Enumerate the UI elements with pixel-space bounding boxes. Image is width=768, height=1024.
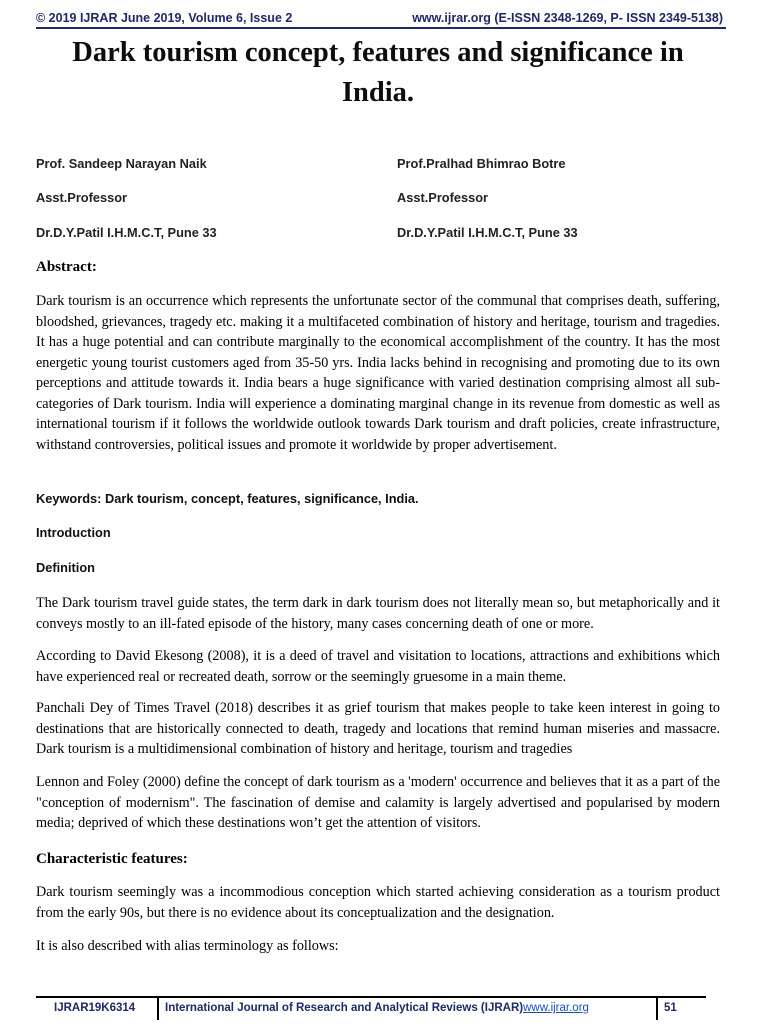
header-issn[interactable]: www.ijrar.org (E-ISSN 2348-1269, P- ISSN 2349-5138) [412, 11, 723, 25]
author-1-position: Asst.Professor [36, 190, 128, 205]
header-rule [36, 27, 726, 29]
footer-paper-id: IJRAR19K6314 [54, 1002, 136, 1014]
author-2-position: Asst.Professor [397, 190, 489, 205]
author-1-affiliation: Dr.D.Y.Patil I.H.M.C.T, Pune 33 [36, 225, 217, 240]
footer-link[interactable]: www.ijrar.org [523, 1002, 589, 1014]
author-2-affiliation: Dr.D.Y.Patil I.H.M.C.T, Pune 33 [397, 225, 578, 240]
author-2-name: Prof.Pralhad Bhimrao Botre [397, 156, 566, 171]
definition-paragraph-2: According to David Ekesong (2008), it is a deed of travel and visitation to locations, attractions and exhibitions which have experienced real or recreated death, sorrow or the seemingly gruesome in a main theme. [36, 648, 720, 685]
author-1-name: Prof. Sandeep Narayan Naik [36, 156, 207, 171]
abstract-heading: Abstract: [36, 259, 97, 275]
characteristic-heading: Characteristic features: [36, 851, 188, 867]
abstract-text: Dark tourism is an occurrence which represents the unfortunate sector of the communal that comprises death, suffering, bloodshed, grievances, tragedy etc. making it a multifaceted combination of history and heritage, tourism and tragedies. It has a huge potential and can contribute marginally to the economical accomplishment of the country. It has the most energetic young tourist customers aged from 35-50 yrs. India lacks behind in recognising and promoting due to its own perceptions and attitude towards it. India bears a huge significance with varied destination comprising almost all sub-categories of Dark tourism. India will experience a dominating marginal change in its revenue from domestic as well as international tourism if it follows the worldwide outlook towards Dark tourism and draft policies, create infrastructure, withstand controversies, political issues and promote it worldwide by proper advertisement. [36, 293, 720, 453]
footer-rule [36, 996, 706, 998]
definition-paragraph-3: Panchali Dey of Times Travel (2018) describes it as grief tourism that makes people to take keen interest in going to destinations that are historically connected to death, tragedy and locations that remind human miseries and massacre. Dark tourism is a multidimensional combination of history and heritage, tourism and tragedies [36, 700, 720, 757]
definition-heading: Definition [36, 560, 95, 575]
footer-journal [165, 1002, 589, 1014]
keywords: Keywords: Dark tourism, concept, features, significance, India. [36, 491, 419, 506]
footer-journal-name: International Journal of Research and Analytical Reviews (IJRAR) [165, 1002, 524, 1014]
characteristic-paragraph-1: Dark tourism seemingly was a incommodious conception which started achieving consideration as a tourism product from the early 90s, but there is no evidence about its conceptualization and the designation. [36, 884, 720, 921]
page-number: 51 [664, 1002, 677, 1014]
characteristic-paragraph-2: It is also described with alias terminology as follows: [36, 938, 339, 954]
footer-divider-2 [656, 996, 658, 1020]
definition-paragraph-4: Lennon and Foley (2000) define the concept of dark tourism as a 'modern' occurrence and believes that it as a part of the "conception of modernism". The fascination of demise and calamity is largely advertised and popularised by modern media; deprived of which these destinations won’t get the attention of visitors. [36, 774, 720, 831]
header-citation: © 2019 IJRAR June 2019, Volume 6, Issue 2 [36, 11, 293, 25]
introduction-heading: Introduction [36, 525, 111, 540]
paper-title: Dark tourism concept, features and significance in India. [72, 37, 684, 108]
footer-divider-1 [157, 996, 159, 1020]
definition-paragraph-1: The Dark tourism travel guide states, the term dark in dark tourism does not literally mean so, but metaphorically and it conveys mostly to an ill-fated episode of the history, many cases concerning death of one or more. [36, 595, 720, 632]
running-header [0, 0, 768, 26]
